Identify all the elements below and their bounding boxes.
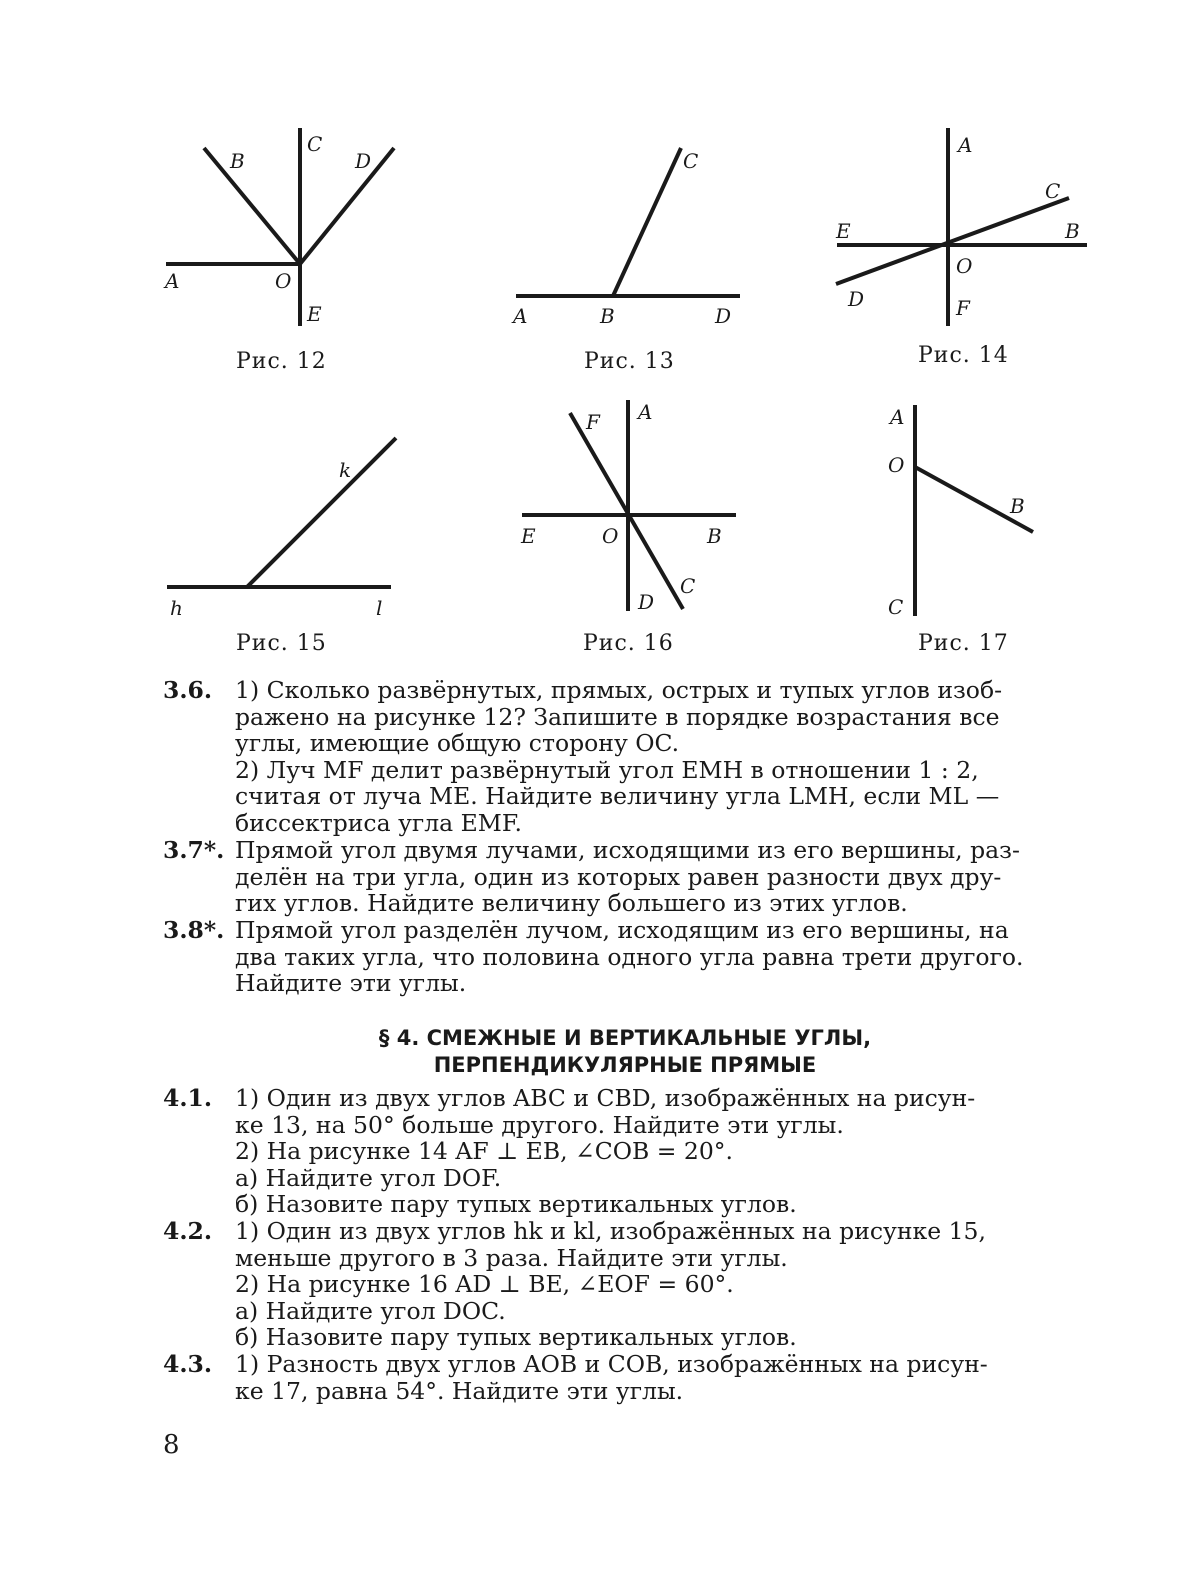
problem-text	[235, 1218, 1088, 1351]
point-label-C: C	[1045, 179, 1061, 203]
problem-3-7	[163, 837, 1088, 917]
problem-number: 4.3.	[163, 1350, 213, 1378]
point-label-E: E	[521, 524, 536, 548]
figure-17-caption: Рис. 17	[918, 631, 1009, 656]
point-label-h: h	[170, 596, 183, 620]
point-label-D: D	[638, 590, 655, 614]
point-label-D: D	[715, 304, 732, 328]
point-label-B: B	[600, 304, 615, 328]
figure-12	[150, 120, 420, 340]
figure-13-caption: Рис. 13	[584, 349, 675, 374]
figure-15-caption: Рис. 15	[236, 631, 327, 656]
text-line: 1) Один из двух углов hk и kl, изображённых на рисунке 15,	[235, 1217, 986, 1245]
point-label-F: F	[956, 296, 970, 320]
text-line: делён на три угла, один из которых равен разности двух дру-	[235, 862, 1002, 891]
text-line: 2) На рисунке 14 AF ⊥ EB, ∠COB = 20°.	[235, 1137, 733, 1166]
problem-3-8	[163, 917, 1088, 997]
point-label-A: A	[165, 269, 180, 293]
text-line: 2) На рисунке 16 AD ⊥ BE, ∠EOF = 60°.	[235, 1270, 734, 1299]
problem-text	[235, 1085, 1088, 1218]
figure-13	[505, 140, 755, 340]
text-line: Прямой угол двумя лучами, исходящими из его вершины, раз-	[235, 836, 1020, 864]
problem-4-1	[163, 1085, 1088, 1218]
point-label-O: O	[888, 453, 905, 477]
line-DC	[836, 198, 1069, 284]
point-label-E: E	[836, 219, 851, 243]
text-line: ке 13, на 50° больше другого. Найдите эти углы.	[235, 1110, 844, 1139]
point-label-D: D	[355, 149, 372, 173]
problem-text	[235, 1351, 1088, 1404]
problem-3-6	[163, 677, 1088, 837]
problem-text	[235, 837, 1088, 917]
text-line: а) Найдите угол DOC.	[235, 1296, 506, 1325]
point-label-A: A	[958, 133, 973, 157]
point-label-B: B	[707, 524, 722, 548]
point-label-k: k	[339, 458, 352, 482]
point-label-E: E	[307, 302, 322, 326]
problem-number: 4.2.	[163, 1217, 213, 1245]
text-line: ке 17, равна 54°. Найдите эти углы.	[235, 1376, 684, 1405]
text-line: два таких угла, что половина одного угла равна трети другого.	[235, 942, 1024, 971]
problem-number: 4.1.	[163, 1084, 213, 1112]
text-line: ражено на рисунке 12? Запишите в порядке возрастания все	[235, 702, 1000, 731]
text-line: Найдите эти углы.	[235, 969, 467, 998]
point-label-B: B	[230, 149, 245, 173]
figure-16	[510, 395, 750, 625]
problem-text	[235, 677, 1088, 837]
text-line: Прямой угол разделён лучом, исходящим из его вершины, на	[235, 916, 1009, 944]
problem-number: 3.6.	[163, 676, 213, 704]
point-label-C: C	[680, 574, 696, 598]
text-line: углы, имеющие общую сторону OC.	[235, 729, 680, 758]
text-line: 1) Один из двух углов ABC и CBD, изображённых на рисун-	[235, 1084, 976, 1112]
point-label-O: O	[275, 269, 292, 293]
page-number: 8	[163, 1430, 180, 1460]
section-heading-line-2: ПЕРПЕНДИКУЛЯРНЫЕ ПРЯМЫЕ	[433, 1053, 817, 1077]
ray-OB	[204, 148, 300, 264]
text-line: б) Назовите пару тупых вертикальных углов.	[235, 1190, 797, 1219]
text-line: меньше другого в 3 раза. Найдите эти углы.	[235, 1243, 788, 1272]
point-label-C: C	[307, 132, 323, 156]
figure-14	[825, 120, 1105, 330]
figure-14-caption: Рис. 14	[918, 343, 1009, 368]
point-label-A: A	[638, 400, 653, 424]
text-line: 2) Луч MF делит развёрнутый угол EMH в отношении 1 : 2,	[235, 755, 979, 784]
problem-number: 3.8*.	[163, 916, 225, 944]
point-label-A: A	[513, 304, 528, 328]
section-heading	[200, 1025, 1050, 1079]
ray-k	[247, 438, 396, 587]
point-label-l: l	[376, 596, 383, 620]
ray-BC	[613, 148, 681, 296]
problem-text	[235, 917, 1088, 997]
problem-4-3	[163, 1351, 1088, 1404]
text-line: а) Найдите угол DOF.	[235, 1163, 502, 1192]
text-line: считая от луча ME. Найдите величину угла LMH, если ML —	[235, 782, 1000, 811]
text-line: гих углов. Найдите величину большего из этих углов.	[235, 889, 908, 918]
point-label-D: D	[848, 287, 865, 311]
text-line: биссектриса угла EMF.	[235, 808, 522, 837]
text-line: б) Назовите пару тупых вертикальных углов.	[235, 1323, 797, 1352]
point-label-C: C	[888, 595, 904, 619]
point-label-O: O	[956, 254, 973, 278]
figure-16-caption: Рис. 16	[583, 631, 674, 656]
text-line: 1) Сколько развёрнутых, прямых, острых и тупых углов изоб-	[235, 676, 1003, 704]
point-label-C: C	[683, 149, 699, 173]
figure-12-caption: Рис. 12	[236, 349, 327, 374]
figure-15	[155, 430, 405, 630]
figure-17	[875, 395, 1055, 625]
point-label-B: B	[1065, 219, 1080, 243]
point-label-B: B	[1010, 494, 1025, 518]
section-heading-line-1: § 4. СМЕЖНЫЕ И ВЕРТИКАЛЬНЫЕ УГЛЫ,	[378, 1026, 872, 1050]
problem-number: 3.7*.	[163, 836, 225, 864]
ray-OD	[300, 148, 394, 264]
point-label-A: A	[890, 405, 905, 429]
text-line: 1) Разность двух углов AOB и COB, изображённых на рисун-	[235, 1350, 988, 1378]
point-label-O: O	[602, 524, 619, 548]
problem-4-2	[163, 1218, 1088, 1351]
point-label-F: F	[586, 410, 600, 434]
